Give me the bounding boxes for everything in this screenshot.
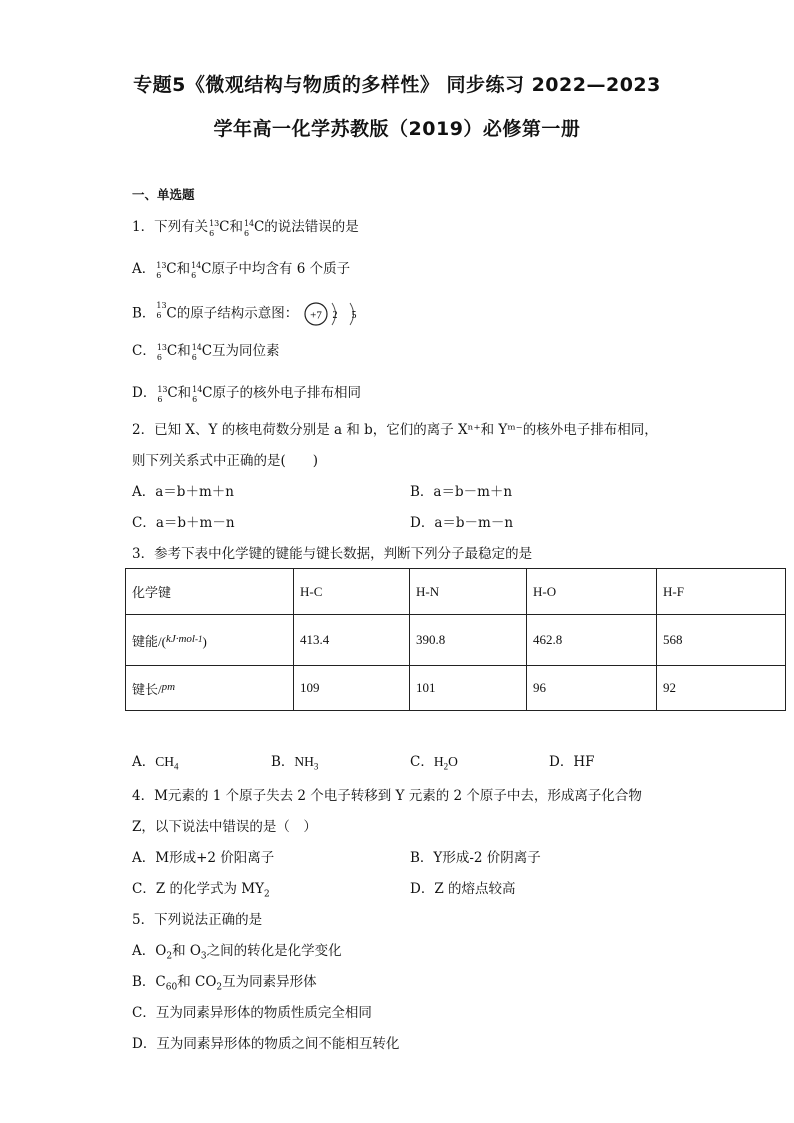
iso-mass: 14 — [191, 261, 202, 270]
q4-option-c[interactable] — [132, 880, 270, 904]
q2-option-b[interactable]: B．a＝b－m＋n — [410, 484, 513, 500]
iso-symbol: C — [201, 261, 212, 277]
option-text: 和 O — [172, 943, 201, 959]
q4-option-a[interactable]: A．M形成+2 价阳离子 — [132, 850, 275, 866]
row-label-length — [126, 666, 294, 711]
option-text: 和 — [176, 261, 191, 277]
option-text: 原子的核外电子排布相同 — [212, 385, 362, 401]
iso-symbol: C — [166, 261, 177, 277]
isotope-c14 — [191, 342, 202, 360]
option-text: 和 CO — [177, 974, 217, 990]
table-header-row — [126, 569, 786, 615]
iso-mass: 14 — [243, 219, 255, 228]
table-cell: 101 — [410, 666, 527, 711]
option-prefix: A． — [132, 261, 156, 277]
formula-sub: 2 — [264, 889, 270, 900]
option-text: 的原子结构示意图： — [176, 305, 299, 322]
energy-unit: kJ·mol — [165, 632, 195, 645]
iso-mass: 13 — [156, 301, 167, 310]
length-unit: pm — [161, 680, 176, 693]
q1-stem-a: 1．下列有关 — [132, 219, 209, 235]
page-title-line1: 专题5《微观结构与物质的多样性》 同步练习 2022—2023 — [133, 74, 661, 96]
isotope-c13 — [156, 384, 167, 402]
q5-stem: 5．下列说法正确的是 — [132, 912, 263, 928]
iso-symbol: C — [166, 305, 177, 322]
table-cell: H-C — [294, 569, 410, 615]
iso-symbol: C — [166, 343, 178, 359]
formula: O — [448, 754, 458, 769]
formula: CH — [155, 754, 175, 769]
option-text: 原子中均含有 6 个质子 — [211, 261, 351, 277]
page-title-line2: 学年高一化学苏教版（2019）必修第一册 — [213, 118, 581, 140]
table-cell: 413.4 — [294, 615, 410, 666]
option-text: C．Z 的化学式为 MY — [132, 881, 265, 897]
iso-symbol: C — [253, 219, 265, 235]
isotope-c13 — [155, 300, 166, 318]
q1-stem — [132, 218, 359, 236]
iso-z: 6 — [157, 395, 163, 404]
iso-symbol: C — [202, 385, 213, 401]
q4-option-b[interactable]: B．Y形成-2 价阴离子 — [410, 850, 541, 866]
q3-option-d[interactable]: D．HF — [549, 754, 595, 770]
atomic-structure-diagram — [302, 300, 368, 328]
q4-stem-line2: Z，以下说法中错误的是（ ） — [132, 819, 317, 835]
shell2-electrons: 5 — [351, 310, 357, 321]
iso-symbol: C — [219, 219, 230, 235]
q3-stem: 3．参考下表中化学键的键能与键长数据，判断下列分子最稳定的是 — [132, 546, 533, 562]
isotope-c13 — [156, 342, 167, 360]
isotope-c14 — [191, 384, 202, 402]
q1-option-c[interactable] — [132, 342, 280, 360]
iso-mass: 13 — [157, 385, 168, 394]
formula-sub: 3 — [313, 761, 319, 772]
iso-symbol: C — [167, 385, 178, 401]
option-text: B．C — [132, 974, 166, 990]
table-cell: H-O — [527, 569, 657, 615]
option-text: 和 — [177, 385, 192, 401]
q2-stem-line2: 则下列关系式中正确的是( ) — [132, 453, 319, 469]
q5-option-d[interactable]: D．互为同素异形体的物质之间不能相互转化 — [132, 1036, 400, 1052]
isotope-c13 — [155, 260, 166, 278]
q3-option-b[interactable] — [271, 750, 318, 772]
table-row-length — [126, 666, 786, 711]
formula-sub: 60 — [165, 982, 178, 993]
q5-option-b[interactable] — [132, 973, 317, 997]
table-cell: 92 — [657, 666, 786, 711]
formula-sub: 2 — [443, 761, 449, 772]
energy-label: 键能/( — [132, 633, 166, 649]
iso-mass: 13 — [156, 261, 167, 270]
formula: NH — [294, 754, 314, 769]
energy-close: ) — [202, 633, 207, 649]
table-cell: 96 — [527, 666, 657, 711]
q1-option-a[interactable] — [132, 260, 350, 278]
nucleus-charge: +7 — [310, 309, 323, 322]
shell1-electrons: 2 — [332, 310, 338, 321]
iso-symbol: C — [201, 343, 213, 359]
option-prefix: D． — [132, 385, 157, 401]
iso-mass: 14 — [192, 385, 203, 394]
isotope-c14 — [190, 260, 201, 278]
q3-option-c[interactable] — [410, 750, 458, 772]
table-cell: H-N — [410, 569, 527, 615]
formula: H — [433, 754, 444, 769]
option-prefix: A． — [132, 754, 156, 770]
q4-option-d[interactable]: D．Z 的熔点较高 — [410, 881, 516, 897]
option-prefix: B． — [132, 305, 156, 322]
iso-mass: 14 — [191, 343, 202, 352]
row-label-energy — [126, 615, 294, 666]
iso-mass: 13 — [156, 343, 168, 352]
iso-mass: 13 — [209, 219, 220, 228]
table-cell: 109 — [294, 666, 410, 711]
q1-stem-b: 和 — [229, 219, 243, 235]
formula-sub: 3 — [200, 951, 207, 962]
option-text: 和 — [177, 343, 191, 359]
iso-z: 6 — [156, 353, 162, 362]
section-heading: 一、单选题 — [132, 187, 195, 202]
option-text: A．O — [132, 943, 167, 959]
option-text: 之间的转化是化学变化 — [206, 943, 342, 959]
iso-z: 6 — [191, 353, 197, 362]
iso-z: 6 — [156, 271, 162, 280]
option-prefix: C． — [132, 343, 156, 359]
table-cell: 568 — [657, 615, 786, 666]
q2-option-a[interactable]: A．a＝b＋m＋n — [132, 484, 234, 500]
q1-option-b[interactable] — [132, 300, 368, 328]
option-prefix: C． — [410, 754, 434, 770]
iso-z: 6 — [192, 395, 198, 404]
q3-option-a[interactable] — [132, 750, 179, 772]
q1-option-d[interactable] — [132, 384, 361, 402]
iso-z: 6 — [156, 311, 162, 320]
q1-stem-c: 的说法错误的是 — [264, 219, 359, 235]
table-cell: 化学键 — [126, 569, 294, 615]
option-text: 互为同素异形体 — [222, 974, 317, 990]
q4-stem-line1: 4．M元素的 1 个原子失去 2 个电子转移到 Y 元素的 2 个原子中去，形成离子化合物 — [132, 788, 642, 804]
q2-option-d[interactable]: D．a＝b－m－n — [410, 515, 514, 531]
q2-stem-line1: 2．已知 X、Y 的核电荷数分别是 a 和 b，它们的离子 Xⁿ⁺和 Yᵐ⁻的核外电子排布相同， — [132, 422, 658, 438]
table-cell: 462.8 — [527, 615, 657, 666]
isotope-c14 — [243, 218, 254, 236]
table-cell: 390.8 — [410, 615, 527, 666]
iso-z: 6 — [243, 229, 250, 238]
table-row-energy — [126, 615, 786, 666]
iso-z: 6 — [191, 271, 197, 280]
bond-data-table — [125, 568, 786, 711]
q5-option-a[interactable] — [132, 942, 342, 966]
energy-unit-exp: -1 — [194, 633, 203, 644]
length-label: 键长/ — [132, 681, 162, 697]
option-prefix: B． — [271, 754, 295, 770]
formula-sub: 2 — [166, 951, 173, 962]
table-cell: H-F — [657, 569, 786, 615]
formula-sub: 2 — [216, 982, 223, 993]
formula-sub: 4 — [174, 761, 179, 772]
isotope-c13 — [208, 218, 219, 236]
q5-option-c[interactable]: C．互为同素异形体的物质性质完全相同 — [132, 1005, 372, 1021]
q2-option-c[interactable]: C．a＝b＋m－n — [132, 515, 235, 531]
option-text: 互为同位素 — [212, 343, 280, 359]
iso-z: 6 — [209, 229, 215, 238]
